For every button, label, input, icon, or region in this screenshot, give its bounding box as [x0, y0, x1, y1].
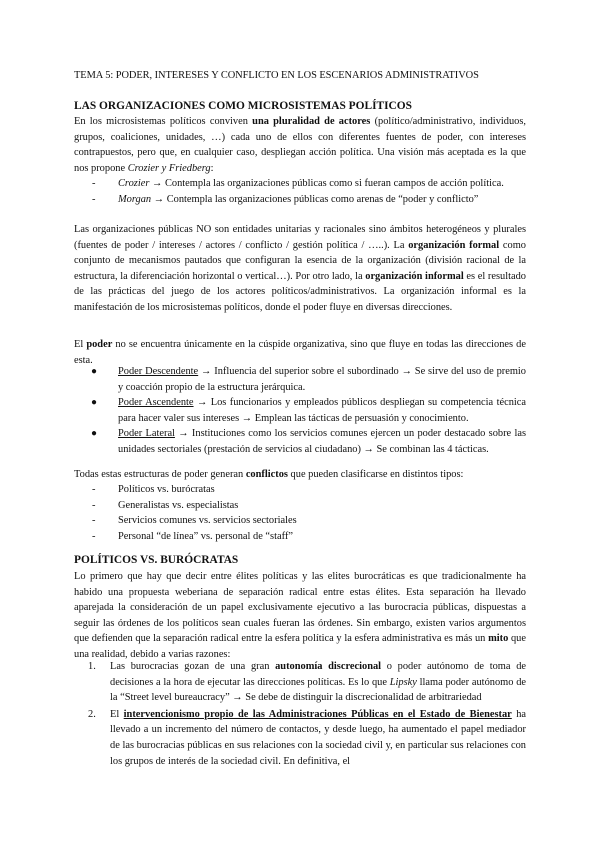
- list-item: ● Poder Lateral → Instituciones como los servicios comunes ejercen un poder destacado sobre las unidades sectoriales (prestación de servicios al ciudadano) → Se combinan las 4 tácticas.: [91, 428, 526, 455]
- section1-paragraph-3: El poder no se encuentra únicamente en la cúspide organizativa, sino que fluye en todas las direcciones de esta.: [74, 339, 526, 366]
- section1-paragraph-4: Todas estas estructuras de poder generan conflictos que pueden clasificarse en distintos tipos:: [74, 469, 464, 480]
- list-item: - Generalistas vs. especialistas: [92, 499, 239, 511]
- list-item: ● Poder Descendente → Influencia del superior sobre el subordinado → Se sirve del uso de premio y coacción propio de la estructura jerárquica.: [91, 366, 526, 393]
- list-item: 1. Las burocracias gozan de una gran autonomía discrecional o poder autónomo de toma de decisiones a la hora de ejecutar las direcciones políticas. Es lo que Lipsky llama poder autónomo de la “Street level bureaucracy” → Se debe de distinguir la discrecionalidad de arbitrariedad: [88, 661, 526, 704]
- power-types-list: [74, 364, 526, 458]
- document-title: TEMA 5: PODER, INTERESES Y CONFLICTO EN LOS ESCENARIOS ADMINISTRATIVOS: [74, 70, 479, 81]
- section1-intro-paragraph: En los microsistemas políticos conviven una pluralidad de actores (político/administrativo, individuos, grupos, coaliciones, unidades, …) cada uno de ellos con diferentes fuentes de poder, con intereses contrapuestos, pero que, en cualquier caso, despliegan acción política. Una visión más aceptada es la que nos propone Crozier y Friedberg:: [74, 116, 526, 174]
- section-heading-organizations: LAS ORGANIZACIONES COMO MICROSISTEMAS POLÍTICOS: [74, 100, 412, 112]
- list-item: - Servicios comunes vs. servicios sectoriales: [92, 515, 297, 527]
- list-item: - Morgan → Contempla las organizaciones públicas como arenas de “poder y conflicto”: [92, 193, 479, 205]
- list-item: ● Poder Ascendente → Los funcionarios y empleados públicos despliegan su competencia técnica para hacer valer sus intereses → Emplean las tácticas de persuasión y conocimiento.: [91, 397, 526, 424]
- conflict-types-list: [74, 482, 526, 544]
- reasons-list: [74, 659, 526, 769]
- list-item: - Políticos vs. burócratas: [92, 484, 215, 495]
- list-item: - Crozier → Contempla las organizaciones públicas como si fueran campos de acción política.: [92, 178, 504, 189]
- section1-paragraph-2: Las organizaciones públicas NO son entidades unitarias y racionales sino ámbitos heterogéneos y plurales (fuentes de poder / intereses / actores / conflicto / gestión política / …..). La organización formal como conjunto de mecanismos pautados que configuran la esencia de la organización (división racional de la estructura, la diferenciación horizontal o vertical…). Por otro lado, la organización informal es el resultado de las prácticas del juego de los actores políticos/administrativos. La organización informal es la manifestación de los microsistemas políticos, donde el poder fluye en diversas direcciones.: [74, 224, 526, 313]
- list-item: - Personal “de línea” vs. personal de “staff”: [92, 530, 293, 542]
- section-heading-politicians-vs-bureaucrats: POLÍTICOS VS. BURÓCRATAS: [74, 554, 239, 566]
- section2-intro-paragraph: Lo primero que hay que decir entre élites políticas y las elites burocráticas es que tradicionalmente ha habido una propuesta weberiana de separación radical entre estas élites. Esta separación ha llevado aparejada la consideración de un papel exclusivamente ejecutivo a las burocracia públicas, dispuestas a seguir las órdenes de los políticos sean cuales fueran las órdenes. Sin embargo, existen varios argumentos que defienden que la separación radical entre la esfera política y la esfera administrativa es más un mito que una realidad, debido a varias razones:: [74, 571, 526, 660]
- authors-list: [74, 176, 526, 207]
- list-item: 2. El intervencionismo propio de las Administraciones Públicas en el Estado de Bienestar ha llevado a un incremento del número de contactos, y desde luego, ha aumentado el papel mediador de las burocracias públicas en sus relaciones con la sociedad civil y, en particular sus relaciones con los grupos de interés de la sociedad civil. En definitiva, el: [88, 708, 527, 767]
